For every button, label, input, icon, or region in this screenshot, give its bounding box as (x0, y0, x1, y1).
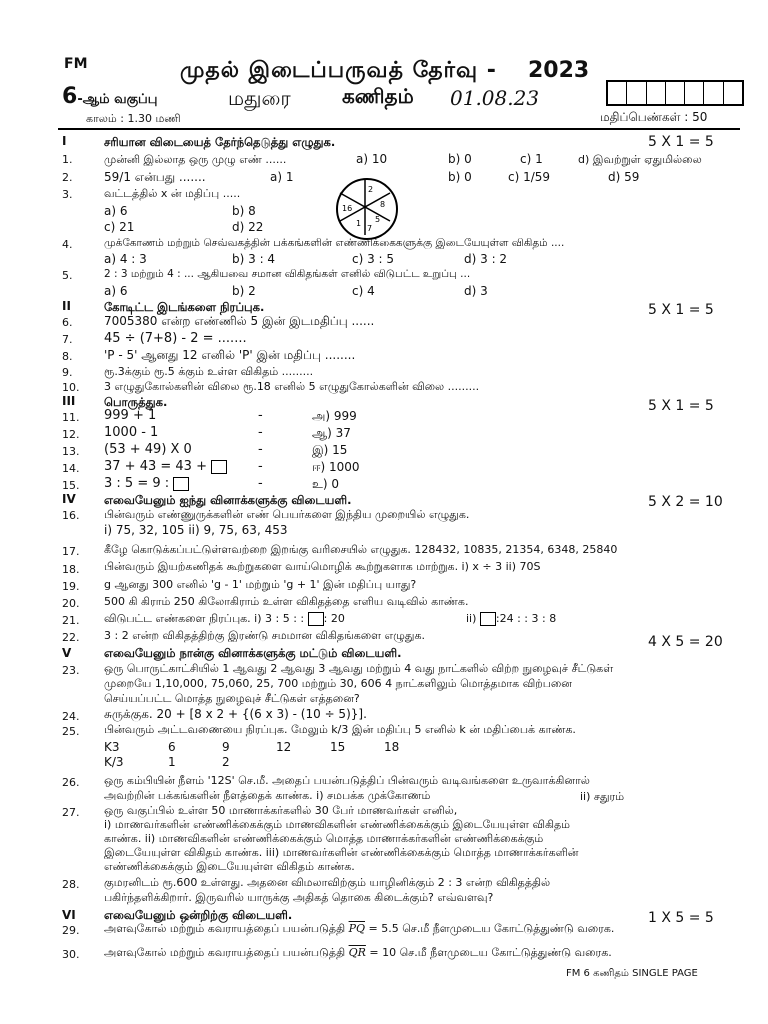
table-cell: K/3 (104, 755, 124, 769)
question-text: ரூ.3க்கும் ரூ.5 க்கும் உள்ள விகிதம் ......... (104, 365, 314, 378)
question-text: சுருக்குக. 20 + [8 x 2 + {(6 x 3) - (10 ÷ 5)}]. (104, 707, 367, 721)
question-number: 12. (62, 428, 80, 441)
segment-label: $\overline{PQ}$ (348, 922, 366, 935)
match-dash: - (258, 459, 263, 474)
match-right: அ) 999 (312, 409, 357, 423)
circle-number: 16 (342, 204, 353, 213)
section-number: III (62, 394, 76, 408)
question-text: அவற்றின் பக்கங்களின் நீளத்தைக் காண்க. i) சமபக்க முக்கோணம் (104, 789, 431, 802)
match-dash: - (258, 425, 263, 440)
question-number: 17. (62, 545, 80, 558)
question-text: 59/1 என்பது ....... (104, 170, 206, 184)
blank-box (173, 477, 189, 491)
question-number: 14. (62, 462, 80, 475)
grade-label: -ஆம் வகுப்பு (77, 92, 158, 107)
question-number: 4. (62, 238, 73, 251)
question-number: 22. (62, 631, 80, 644)
section-number: I (62, 134, 67, 148)
question-number: 15. (62, 479, 80, 492)
blank-box (480, 612, 496, 626)
question-text: பகிர்ந்தளிக்கிறார். இருவரில் யாருக்கு அதிகத் தொகை கிடைக்கும்? எவ்வளவு? (104, 891, 494, 904)
question-subparts: i) 75, 32, 105 ii) 9, 75, 63, 453 (104, 523, 288, 537)
question-text: வட்டத்தில் x ன் மதிப்பு ..... (104, 187, 241, 200)
option: a) 6 (104, 204, 128, 218)
match-right: ஈ) 1000 (312, 460, 360, 474)
question-text: i) மாணவர்களின் எண்ணிக்கைக்கும் மாணவிகளின் எண்ணிக்கைக்கும் இடையேயுள்ள விகிதம் (104, 818, 571, 831)
question-text: 3 : 2 என்ற விகிதத்திற்கு இரண்டு சமமான விகிதங்களை எழுதுக. (104, 629, 425, 642)
page-footer: FM 6 கணிதம் SINGLE PAGE (566, 968, 698, 979)
question-text (104, 612, 345, 627)
question-text: 3 எழுதுகோல்களின் விலை ரூ.18 எனில் 5 எழுதுகோல்களின் விலை ......... (104, 380, 480, 393)
match-left (104, 476, 189, 491)
table-cell: 18 (384, 740, 400, 754)
question-text: குமரனிடம் ரூ.600 உள்ளது. அதனை விமலாவிற்கும் யாழினிக்கும் 2 : 3 என்ற விகிதத்தில் (104, 876, 551, 889)
question-text: 500 கி கிராம் 250 கிலோகிராம் உள்ள விகிதத்தை எளிய வடிவில் காண்க. (104, 595, 469, 608)
table-cell: 15 (330, 740, 346, 754)
question-number: 19. (62, 580, 80, 593)
option: d) 22 (232, 220, 264, 234)
question-text: g ஆனது 300 எனில் 'g - 1' மற்றும் 'g + 1' இன் மதிப்பு யாது? (104, 578, 417, 591)
question-number: 18. (62, 563, 80, 576)
question-text: முறையே 1,10,000, 75,060, 25, 700 மற்றும் 30, 606 4 நாட்களிலும் மொத்தமாக விற்பனை (104, 677, 572, 690)
question-text-part: : 20 (323, 612, 345, 625)
question-number: 16. (62, 509, 80, 522)
number-circle-figure (336, 178, 398, 240)
question-text-part: அளவுகோல் மற்றும் கவராயத்தைப் பயன்படுத்தி (104, 946, 346, 959)
question-text: பின்வரும் எண்ணுருக்களின் எண் பெயர்களை இந்திய முறையில் எழுதுக. (104, 508, 470, 521)
match-dash: - (258, 476, 263, 491)
question-text: காண்க. ii) மாணவிகளின் எண்ணிக்கைக்கும் மொத்த மாணாக்கர்களின் எண்ணிக்கைக்கும் (104, 832, 544, 845)
question-number: 30. (62, 948, 80, 961)
match-left (104, 459, 227, 474)
register-number-boxes (606, 80, 744, 106)
option: b) 0 (448, 152, 472, 166)
table-cell: 9 (222, 740, 230, 754)
section-score: 5 X 2 = 10 (648, 494, 723, 510)
question-text (104, 922, 614, 937)
question-number: 29. (62, 924, 80, 937)
match-right: உ) 0 (312, 477, 340, 491)
header-rule (58, 128, 740, 130)
section-number: IV (62, 492, 76, 506)
question-number: 24. (62, 710, 80, 723)
option: a) 10 (356, 152, 388, 166)
question-number: 10. (62, 381, 80, 394)
circle-divisions (336, 178, 394, 236)
option: b) 8 (232, 204, 256, 218)
question-number: 20. (62, 597, 80, 610)
question-number: 13. (62, 445, 80, 458)
match-dash: - (258, 442, 263, 457)
question-text: முக்கோணம் மற்றும் செவ்வகத்தின் பக்கங்களின் எண்ணிக்கைகளுக்கு இடையேயுள்ள விகிதம் .... (104, 237, 565, 249)
match-left-text: 3 : 5 = 9 : (104, 476, 170, 491)
exam-year: 2023 (528, 58, 590, 83)
blank-box (211, 460, 227, 474)
table-cell: 1 (168, 755, 176, 769)
question-text (104, 946, 612, 961)
question-number: 11. (62, 411, 80, 424)
section-title: எவையேனும் ஐந்து வினாக்களுக்கு விடையளி. (104, 493, 352, 507)
question-text: 2 : 3 மற்றும் 4 : ... ஆகியவை சமான விகிதங்கள் எனில் விடுபட்ட உறுப்பு ... (104, 268, 471, 280)
section-score: 5 X 1 = 5 (648, 302, 714, 318)
option: c) 21 (104, 220, 135, 234)
question-text: 7005380 என்ற எண்ணில் 5 இன் இடமதிப்பு ...... (104, 314, 375, 328)
question-number: 3. (62, 188, 73, 201)
subject: கணிதம் (342, 84, 414, 108)
circle-number: 8 (380, 200, 386, 209)
option: c) 1/59 (508, 170, 551, 184)
option: a) 1 (270, 170, 294, 184)
circle-number: 5 (375, 215, 381, 224)
question-text-part: ii) (466, 612, 477, 625)
section-title: எவையேனும் ஒன்றிற்கு விடையளி. (104, 908, 293, 922)
match-right: இ) 15 (312, 443, 348, 457)
table-cell: 6 (168, 740, 176, 754)
section-title: சரியான விடையைத் தேர்ந்தெடுத்து எழுதுக. (104, 135, 336, 149)
grade-number: 6 (62, 84, 78, 109)
section-number: VI (62, 908, 76, 922)
question-text: பின்வரும் அட்டவணையை நிரப்புக. மேலும் k/3 இன் மதிப்பு 5 எனில் k ன் மதிப்பைக் காண்க. (104, 723, 576, 736)
option: d) 3 : 2 (464, 252, 508, 266)
question-text: ஒரு வகுப்பில் உள்ள 50 மாணாக்கர்களில் 30 பேர் மாணவர்கள் எனில், (104, 804, 458, 817)
fm-code: FM (64, 56, 88, 72)
circle-number: 2 (368, 185, 374, 194)
section-score: 1 X 5 = 5 (648, 910, 714, 926)
question-text (466, 612, 556, 626)
question-text: ii) சதுரம் (580, 790, 625, 803)
question-text-part: = 5.5 செ.மீ நீளமுடைய கோட்டுத்துண்டு வரைக. (368, 922, 615, 935)
question-number: 6. (62, 316, 73, 329)
option: d) 59 (608, 170, 640, 184)
question-number: 25. (62, 725, 80, 738)
match-right: ஆ) 37 (312, 426, 351, 440)
exam-title: முதல் இடைப்பருவத் தேர்வு - (180, 58, 497, 83)
match-left: 999 + 1 (104, 408, 157, 423)
question-text: 'P - 5' ஆனது 12 எனில் 'P' இன் மதிப்பு ........ (104, 348, 356, 362)
total-marks: மதிப்பெண்கள் : 50 (600, 110, 708, 124)
table-cell: 2 (222, 755, 230, 769)
question-text-part: விடுபட்ட எண்களை நிரப்புக. i) 3 : 5 : : (104, 612, 305, 625)
question-text: ஒரு பொருட்காட்சியில் 1 ஆவது 2 ஆவது 3 ஆவது மற்றும் 4 வது நாட்களில் விற்ற நுழைவுச் சீட்டுகள் (104, 662, 614, 675)
section-title: பொருத்துக. (104, 395, 168, 409)
section-score: 4 X 5 = 20 (648, 634, 723, 650)
match-left-text: 37 + 43 = 43 + (104, 459, 207, 474)
question-number: 26. (62, 776, 80, 789)
option: c) 4 (352, 284, 375, 298)
question-text: செய்யப்பட்ட மொத்த நுழைவுச் சீட்டுகள் எத்தனை? (104, 692, 360, 705)
option: c) 3 : 5 (352, 252, 395, 266)
section-title: எவையேனும் நான்கு வினாக்களுக்கு மட்டும் விடையளி. (104, 646, 402, 660)
section-score: 5 X 1 = 5 (648, 134, 714, 150)
question-number: 1. (62, 153, 73, 166)
match-dash: - (258, 408, 263, 423)
grade (62, 84, 157, 109)
option: d) இவற்றுள் ஏதுமில்லை (578, 153, 702, 166)
question-number: 9. (62, 366, 73, 379)
question-number: 8. (62, 350, 73, 363)
option: b) 0 (448, 170, 472, 184)
question-text-part: = 10 செ.மீ நீளமுடைய கோட்டுத்துண்டு வரைக. (369, 946, 612, 959)
question-number: 7. (62, 333, 73, 346)
option: a) 4 : 3 (104, 252, 147, 266)
date-handwritten: 01.08.23 (450, 86, 540, 110)
segment-label: $\overline{QR}$ (348, 946, 366, 959)
blank-box (308, 612, 324, 626)
question-number: 23. (62, 664, 80, 677)
question-text: முன்னி இல்லாத ஒரு முழு எண் ...... (104, 153, 287, 166)
question-number: 21. (62, 614, 80, 627)
question-text: 45 ÷ (7+8) - 2 = ....... (104, 331, 247, 346)
option: a) 6 (104, 284, 128, 298)
question-number: 2. (62, 171, 73, 184)
match-left: (53 + 49) X 0 (104, 442, 192, 457)
question-number: 5. (62, 269, 73, 282)
match-left: 1000 - 1 (104, 425, 159, 440)
question-text: இடையேயுள்ள விகிதம் காண்க. iii) மாணவர்களின் எண்ணிக்கைக்கும் மொத்த மாணாக்கர்களின் (104, 846, 579, 859)
circle-number: 7 (367, 224, 373, 233)
question-text-part: :24 : : 3 : 8 (495, 612, 557, 625)
section-number: II (62, 299, 71, 313)
option: d) 3 (464, 284, 488, 298)
option: b) 3 : 4 (232, 252, 276, 266)
option: b) 2 (232, 284, 256, 298)
duration: காலம் : 1.30 மணி (86, 112, 181, 125)
district-handwritten: மதுரை (228, 86, 291, 110)
question-text: ஒரு கம்பியின் நீளம் '12S' செ.மீ. அதைப் பயன்படுத்திப் பின்வரும் வடிவங்களை உருவாக்கினால் (104, 774, 590, 787)
section-number: V (62, 646, 72, 660)
table-cell: K3 (104, 740, 120, 754)
question-number: 28. (62, 878, 80, 891)
question-text: கீழே கொடுக்கப்பட்டுள்ளவற்றை இறங்கு வரிசையில் எழுதுக. 128432, 10835, 21354, 6348, 25840 (104, 543, 618, 556)
option: c) 1 (520, 152, 543, 166)
question-text: எண்ணிக்கைக்கும் இடையேயுள்ள விகிதம் காண்க. (104, 860, 355, 873)
question-number: 27. (62, 806, 80, 819)
section-score: 5 X 1 = 5 (648, 398, 714, 414)
question-text-part: அளவுகோல் மற்றும் கவராயத்தைப் பயன்படுத்தி (104, 922, 346, 935)
section-title: கோடிட்ட இடங்களை நிரப்புக. (104, 300, 265, 314)
question-text: பின்வரும் இயற்கணிதக் கூற்றுகளை வாய்மொழிக் கூற்றுகளாக மாற்றுக. i) x ÷ 3 ii) 70S (104, 560, 541, 573)
circle-number: 1 (356, 219, 362, 228)
table-cell: 12 (276, 740, 292, 754)
